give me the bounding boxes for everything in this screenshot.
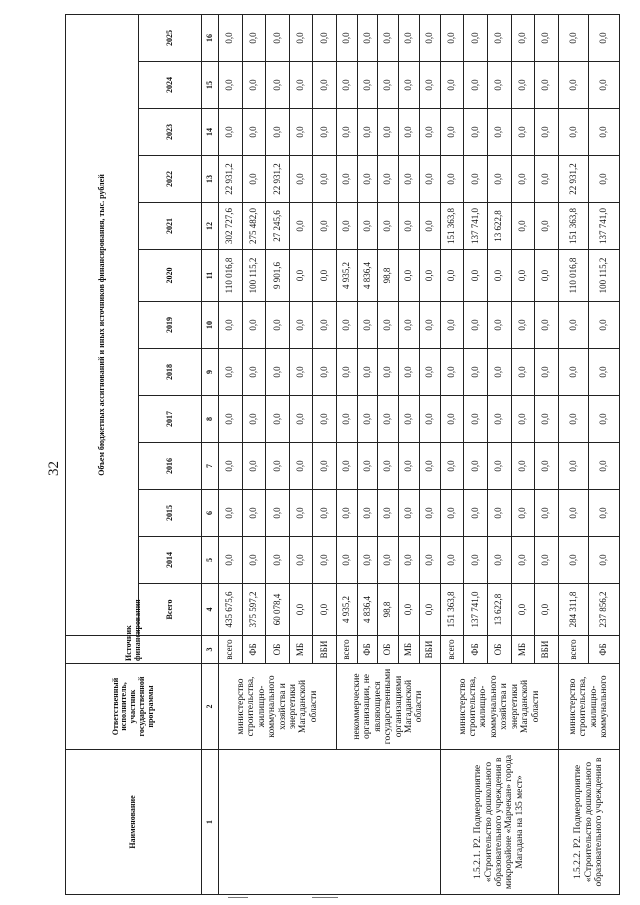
source-cell: всего [558, 636, 589, 664]
table-row [440, 14, 464, 894]
measure-name-cell: 1.5.2.2. Р2. Подмероприятие «Строительство дошкольного образовательного учреждения в [558, 750, 619, 895]
year-value-cell: 0,0 [266, 396, 290, 443]
total-value-cell: 435 675,6 [219, 584, 243, 636]
year-value-cell: 0,0 [242, 14, 266, 61]
year-value-cell: 0,0 [357, 302, 378, 349]
year-value-cell: 0,0 [464, 14, 488, 61]
footer-line-left [228, 897, 248, 898]
column-number: 4 [202, 584, 219, 636]
year-value-cell: 0,0 [242, 302, 266, 349]
executor-cell: некоммерческие организации, не являющиеся государственными организациями Магаданской области [337, 664, 441, 750]
year-value-cell: 0,0 [242, 156, 266, 203]
year-value-cell: 0,0 [266, 109, 290, 156]
year-value-cell: 0,0 [558, 109, 589, 156]
year-value-cell: 0,0 [219, 62, 243, 109]
total-value-cell: 13 622,8 [487, 584, 511, 636]
total-value-cell: 4 935,2 [337, 584, 358, 636]
header-funding-group: Объем бюджетных ассигнований и иных источников финансирования, тыс. рублей [66, 14, 139, 635]
year-value-cell: 0,0 [558, 396, 589, 443]
rotated-table-container [65, 15, 620, 895]
year-value-cell: 0,0 [399, 62, 420, 109]
year-value-cell: 0,0 [242, 537, 266, 584]
year-value-cell: 0,0 [487, 250, 511, 302]
year-value-cell: 0,0 [337, 396, 358, 443]
executor-cell: министерство строительства, жилищно-коммунального [558, 664, 619, 750]
funding-table [65, 14, 620, 895]
year-value-cell: 0,0 [242, 490, 266, 537]
total-value-cell: 237 856,2 [589, 584, 620, 636]
header-executor: Ответственный исполнитель, участник государственной программы [66, 664, 202, 750]
year-value-cell: 0,0 [419, 109, 440, 156]
year-value-cell: 0,0 [589, 490, 620, 537]
year-value-cell: 0,0 [535, 109, 559, 156]
year-value-cell: 0,0 [440, 302, 464, 349]
year-value-cell: 0,0 [535, 156, 559, 203]
year-value-cell: 0,0 [558, 62, 589, 109]
year-value-cell: 0,0 [440, 62, 464, 109]
year-value-cell: 0,0 [219, 537, 243, 584]
year-value-cell: 0,0 [535, 537, 559, 584]
year-value-cell: 0,0 [357, 537, 378, 584]
year-value-cell: 0,0 [337, 156, 358, 203]
year-value-cell: 0,0 [289, 490, 313, 537]
year-value-cell: 0,0 [440, 14, 464, 61]
year-value-cell: 0,0 [440, 156, 464, 203]
year-value-cell: 0,0 [589, 537, 620, 584]
year-value-cell: 0,0 [337, 109, 358, 156]
year-value-cell: 0,0 [487, 349, 511, 396]
year-value-cell: 0,0 [535, 302, 559, 349]
year-value-cell: 0,0 [487, 156, 511, 203]
year-value-cell: 0,0 [589, 443, 620, 490]
year-value-cell: 0,0 [535, 349, 559, 396]
year-value-cell: 0,0 [440, 396, 464, 443]
column-number: 3 [202, 636, 219, 664]
year-value-cell: 100 115,2 [589, 250, 620, 302]
measure-name-cell: 1.5.2.1. Р2. Подмероприятие «Строительство дошкольного образовательного учреждения в микрорайоне «Марчекан» города Магадана на 135 мест» [440, 750, 558, 895]
year-value-cell: 0,0 [464, 537, 488, 584]
header-year-2014: 2014 [139, 537, 202, 584]
year-value-cell: 0,0 [487, 490, 511, 537]
year-value-cell: 0,0 [289, 443, 313, 490]
year-value-cell: 275 482,0 [242, 203, 266, 250]
year-value-cell: 0,0 [219, 14, 243, 61]
year-value-cell: 0,0 [464, 109, 488, 156]
year-value-cell: 0,0 [378, 396, 399, 443]
column-number: 1 [202, 750, 219, 895]
year-value-cell: 0,0 [487, 537, 511, 584]
source-cell: ОБ [266, 636, 290, 664]
measure-name-cell [219, 750, 441, 895]
year-value-cell: 0,0 [399, 250, 420, 302]
year-value-cell: 0,0 [337, 537, 358, 584]
header-year-2020: 2020 [139, 250, 202, 302]
source-cell: МБ [399, 636, 420, 664]
year-value-cell: 0,0 [289, 14, 313, 61]
year-value-cell: 0,0 [464, 250, 488, 302]
year-value-cell: 0,0 [511, 109, 535, 156]
source-cell: ВБИ [313, 636, 337, 664]
year-value-cell: 4 935,2 [337, 250, 358, 302]
year-value-cell: 0,0 [589, 349, 620, 396]
year-value-cell: 0,0 [313, 537, 337, 584]
column-number: 9 [202, 349, 219, 396]
year-value-cell: 0,0 [399, 109, 420, 156]
year-value-cell: 0,0 [242, 62, 266, 109]
year-value-cell: 0,0 [219, 109, 243, 156]
year-value-cell: 0,0 [399, 302, 420, 349]
year-value-cell: 0,0 [313, 250, 337, 302]
source-cell: ОБ [378, 636, 399, 664]
year-value-cell: 0,0 [242, 396, 266, 443]
year-value-cell: 0,0 [589, 14, 620, 61]
total-value-cell: 0,0 [313, 584, 337, 636]
total-value-cell: 0,0 [419, 584, 440, 636]
year-value-cell: 0,0 [399, 443, 420, 490]
year-value-cell: 0,0 [378, 14, 399, 61]
year-value-cell: 0,0 [289, 537, 313, 584]
year-value-cell: 151 363,8 [558, 203, 589, 250]
year-value-cell: 0,0 [511, 443, 535, 490]
source-cell: всего [219, 636, 243, 664]
year-value-cell: 0,0 [399, 156, 420, 203]
source-cell: ОБ [487, 636, 511, 664]
year-value-cell: 0,0 [266, 302, 290, 349]
year-value-cell: 9 901,6 [266, 250, 290, 302]
year-value-cell: 0,0 [357, 62, 378, 109]
year-value-cell: 0,0 [357, 396, 378, 443]
year-value-cell: 0,0 [337, 443, 358, 490]
header-year-2019: 2019 [139, 302, 202, 349]
header-total: Всего [139, 584, 202, 636]
executor-cell: министерство строительства, жилищно-коммунального хозяйства и энергетики Магаданской области [440, 664, 558, 750]
year-value-cell: 0,0 [313, 156, 337, 203]
year-value-cell: 0,0 [357, 203, 378, 250]
year-value-cell: 0,0 [219, 443, 243, 490]
year-value-cell: 0,0 [242, 443, 266, 490]
year-value-cell: 0,0 [313, 62, 337, 109]
year-value-cell: 0,0 [313, 349, 337, 396]
year-value-cell: 110 016,8 [219, 250, 243, 302]
year-value-cell: 0,0 [558, 349, 589, 396]
column-number: 11 [202, 250, 219, 302]
year-value-cell: 0,0 [357, 490, 378, 537]
table-row [558, 14, 589, 894]
year-value-cell: 0,0 [589, 156, 620, 203]
year-value-cell: 0,0 [266, 14, 290, 61]
year-value-cell: 0,0 [487, 396, 511, 443]
year-value-cell: 137 741,0 [589, 203, 620, 250]
year-value-cell: 0,0 [419, 14, 440, 61]
table-row [219, 14, 243, 894]
year-value-cell: 0,0 [313, 109, 337, 156]
year-value-cell: 0,0 [487, 302, 511, 349]
year-value-cell: 0,0 [535, 62, 559, 109]
year-value-cell: 0,0 [440, 109, 464, 156]
year-value-cell: 0,0 [357, 349, 378, 396]
year-value-cell: 0,0 [399, 349, 420, 396]
footer-line-right [312, 897, 338, 898]
column-number: 14 [202, 109, 219, 156]
year-value-cell: 0,0 [419, 396, 440, 443]
header-year-2015: 2015 [139, 490, 202, 537]
executor-cell: министерство строительства, жилищно-коммунального хозяйства и энергетики Магаданской области [219, 664, 337, 750]
year-value-cell: 0,0 [464, 302, 488, 349]
total-value-cell: 0,0 [511, 584, 535, 636]
year-value-cell: 0,0 [464, 396, 488, 443]
year-value-cell: 0,0 [535, 443, 559, 490]
source-cell: ФБ [357, 636, 378, 664]
table-head [66, 14, 219, 894]
year-value-cell: 0,0 [440, 250, 464, 302]
year-value-cell: 0,0 [219, 396, 243, 443]
year-value-cell: 0,0 [313, 396, 337, 443]
year-value-cell: 0,0 [266, 62, 290, 109]
year-value-cell: 0,0 [313, 203, 337, 250]
year-value-cell: 0,0 [337, 349, 358, 396]
year-value-cell: 0,0 [378, 203, 399, 250]
column-number: 15 [202, 62, 219, 109]
year-value-cell: 0,0 [337, 203, 358, 250]
year-value-cell: 0,0 [558, 537, 589, 584]
header-year-2025: 2025 [139, 14, 202, 61]
column-number: 13 [202, 156, 219, 203]
year-value-cell: 27 245,6 [266, 203, 290, 250]
year-value-cell: 0,0 [511, 203, 535, 250]
year-value-cell: 0,0 [378, 109, 399, 156]
year-value-cell: 98,8 [378, 250, 399, 302]
column-number: 6 [202, 490, 219, 537]
column-number: 10 [202, 302, 219, 349]
year-value-cell: 0,0 [378, 62, 399, 109]
year-value-cell: 0,0 [399, 396, 420, 443]
year-value-cell: 0,0 [266, 490, 290, 537]
year-value-cell: 0,0 [337, 490, 358, 537]
total-value-cell: 0,0 [535, 584, 559, 636]
column-number: 16 [202, 14, 219, 61]
header-year-2024: 2024 [139, 62, 202, 109]
year-value-cell: 0,0 [313, 302, 337, 349]
year-value-cell: 4 836,4 [357, 250, 378, 302]
year-value-cell: 0,0 [589, 109, 620, 156]
year-value-cell: 22 931,2 [558, 156, 589, 203]
year-value-cell: 0,0 [511, 490, 535, 537]
header-year-2023: 2023 [139, 109, 202, 156]
year-value-cell: 0,0 [219, 349, 243, 396]
year-value-cell: 0,0 [357, 443, 378, 490]
year-value-cell: 0,0 [219, 490, 243, 537]
year-value-cell: 0,0 [487, 443, 511, 490]
source-cell: МБ [511, 636, 535, 664]
year-value-cell: 0,0 [511, 156, 535, 203]
year-value-cell: 0,0 [337, 62, 358, 109]
year-value-cell: 0,0 [378, 490, 399, 537]
year-value-cell: 0,0 [289, 203, 313, 250]
year-value-cell: 0,0 [464, 156, 488, 203]
year-value-cell: 0,0 [464, 349, 488, 396]
year-value-cell: 0,0 [487, 62, 511, 109]
year-value-cell: 0,0 [440, 537, 464, 584]
header-year-2021: 2021 [139, 203, 202, 250]
total-value-cell: 4 836,4 [357, 584, 378, 636]
year-value-cell: 0,0 [242, 109, 266, 156]
total-value-cell: 98,8 [378, 584, 399, 636]
total-value-cell: 60 078,4 [266, 584, 290, 636]
year-value-cell: 0,0 [589, 396, 620, 443]
header-year-2017: 2017 [139, 396, 202, 443]
year-value-cell: 0,0 [419, 537, 440, 584]
year-value-cell: 0,0 [219, 302, 243, 349]
year-value-cell: 0,0 [419, 156, 440, 203]
header-name: Наименование [66, 750, 202, 895]
year-value-cell: 0,0 [313, 443, 337, 490]
year-value-cell: 0,0 [399, 490, 420, 537]
year-value-cell: 0,0 [378, 349, 399, 396]
total-value-cell: 137 741,0 [464, 584, 488, 636]
column-number: 12 [202, 203, 219, 250]
year-value-cell: 22 931,2 [219, 156, 243, 203]
header-year-2016: 2016 [139, 443, 202, 490]
header-year-2018: 2018 [139, 349, 202, 396]
header-source: Источник финансирования [66, 636, 202, 664]
year-value-cell: 302 727,6 [219, 203, 243, 250]
year-value-cell: 0,0 [419, 62, 440, 109]
year-value-cell: 0,0 [535, 14, 559, 61]
year-value-cell: 0,0 [535, 396, 559, 443]
year-value-cell: 0,0 [399, 537, 420, 584]
year-value-cell: 22 931,2 [266, 156, 290, 203]
source-cell: МБ [289, 636, 313, 664]
source-cell: ФБ [589, 636, 620, 664]
table-body [219, 14, 620, 894]
year-value-cell: 0,0 [535, 490, 559, 537]
total-value-cell: 151 363,8 [440, 584, 464, 636]
year-value-cell: 0,0 [266, 537, 290, 584]
year-value-cell: 0,0 [378, 302, 399, 349]
year-value-cell: 0,0 [589, 62, 620, 109]
year-value-cell: 0,0 [535, 250, 559, 302]
column-number: 8 [202, 396, 219, 443]
year-value-cell: 0,0 [357, 109, 378, 156]
year-value-cell: 0,0 [289, 109, 313, 156]
year-value-cell: 0,0 [313, 14, 337, 61]
year-value-cell: 0,0 [487, 109, 511, 156]
year-value-cell: 0,0 [511, 349, 535, 396]
year-value-cell: 0,0 [535, 203, 559, 250]
year-value-cell: 0,0 [464, 62, 488, 109]
year-value-cell: 13 622,8 [487, 203, 511, 250]
year-value-cell: 0,0 [589, 302, 620, 349]
year-value-cell: 110 016,8 [558, 250, 589, 302]
year-value-cell: 0,0 [511, 396, 535, 443]
year-value-cell: 0,0 [487, 14, 511, 61]
year-value-cell: 0,0 [464, 490, 488, 537]
year-value-cell: 137 741,0 [464, 203, 488, 250]
total-value-cell: 0,0 [399, 584, 420, 636]
column-numbers-row [202, 14, 219, 894]
year-value-cell: 151 363,8 [440, 203, 464, 250]
year-value-cell: 0,0 [558, 14, 589, 61]
year-value-cell: 0,0 [378, 443, 399, 490]
year-value-cell: 0,0 [419, 302, 440, 349]
year-value-cell: 0,0 [378, 537, 399, 584]
year-value-cell: 0,0 [558, 490, 589, 537]
year-value-cell: 0,0 [289, 349, 313, 396]
source-cell: ФБ [464, 636, 488, 664]
year-value-cell: 0,0 [511, 302, 535, 349]
page-number: 32 [46, 461, 62, 476]
year-value-cell: 0,0 [289, 302, 313, 349]
year-value-cell: 0,0 [511, 537, 535, 584]
column-number: 2 [202, 664, 219, 750]
year-value-cell: 0,0 [419, 443, 440, 490]
year-value-cell: 0,0 [289, 250, 313, 302]
year-value-cell: 0,0 [419, 203, 440, 250]
year-value-cell: 0,0 [464, 443, 488, 490]
year-value-cell: 0,0 [266, 443, 290, 490]
year-value-cell: 0,0 [337, 302, 358, 349]
year-value-cell: 0,0 [357, 14, 378, 61]
year-value-cell: 0,0 [419, 250, 440, 302]
year-value-cell: 0,0 [558, 443, 589, 490]
header-year-2022: 2022 [139, 156, 202, 203]
total-value-cell: 0,0 [289, 584, 313, 636]
year-value-cell: 0,0 [399, 14, 420, 61]
year-value-cell: 0,0 [399, 203, 420, 250]
year-value-cell: 0,0 [511, 62, 535, 109]
source-cell: всего [440, 636, 464, 664]
year-value-cell: 100 115,2 [242, 250, 266, 302]
column-number: 5 [202, 537, 219, 584]
total-value-cell: 284 311,8 [558, 584, 589, 636]
source-cell: ВБИ [535, 636, 559, 664]
year-value-cell: 0,0 [558, 302, 589, 349]
column-number: 7 [202, 443, 219, 490]
year-value-cell: 0,0 [419, 490, 440, 537]
source-cell: ФБ [242, 636, 266, 664]
year-value-cell: 0,0 [440, 490, 464, 537]
year-value-cell: 0,0 [289, 396, 313, 443]
year-value-cell: 0,0 [289, 156, 313, 203]
year-value-cell: 0,0 [440, 349, 464, 396]
year-value-cell: 0,0 [337, 14, 358, 61]
year-value-cell: 0,0 [242, 349, 266, 396]
year-value-cell: 0,0 [511, 14, 535, 61]
year-value-cell: 0,0 [313, 490, 337, 537]
year-value-cell: 0,0 [440, 443, 464, 490]
source-cell: всего [337, 636, 358, 664]
total-value-cell: 375 597,2 [242, 584, 266, 636]
year-value-cell: 0,0 [378, 156, 399, 203]
year-value-cell: 0,0 [357, 156, 378, 203]
year-value-cell: 0,0 [289, 62, 313, 109]
year-value-cell: 0,0 [266, 349, 290, 396]
year-value-cell: 0,0 [511, 250, 535, 302]
source-cell: ВБИ [419, 636, 440, 664]
year-value-cell: 0,0 [419, 349, 440, 396]
